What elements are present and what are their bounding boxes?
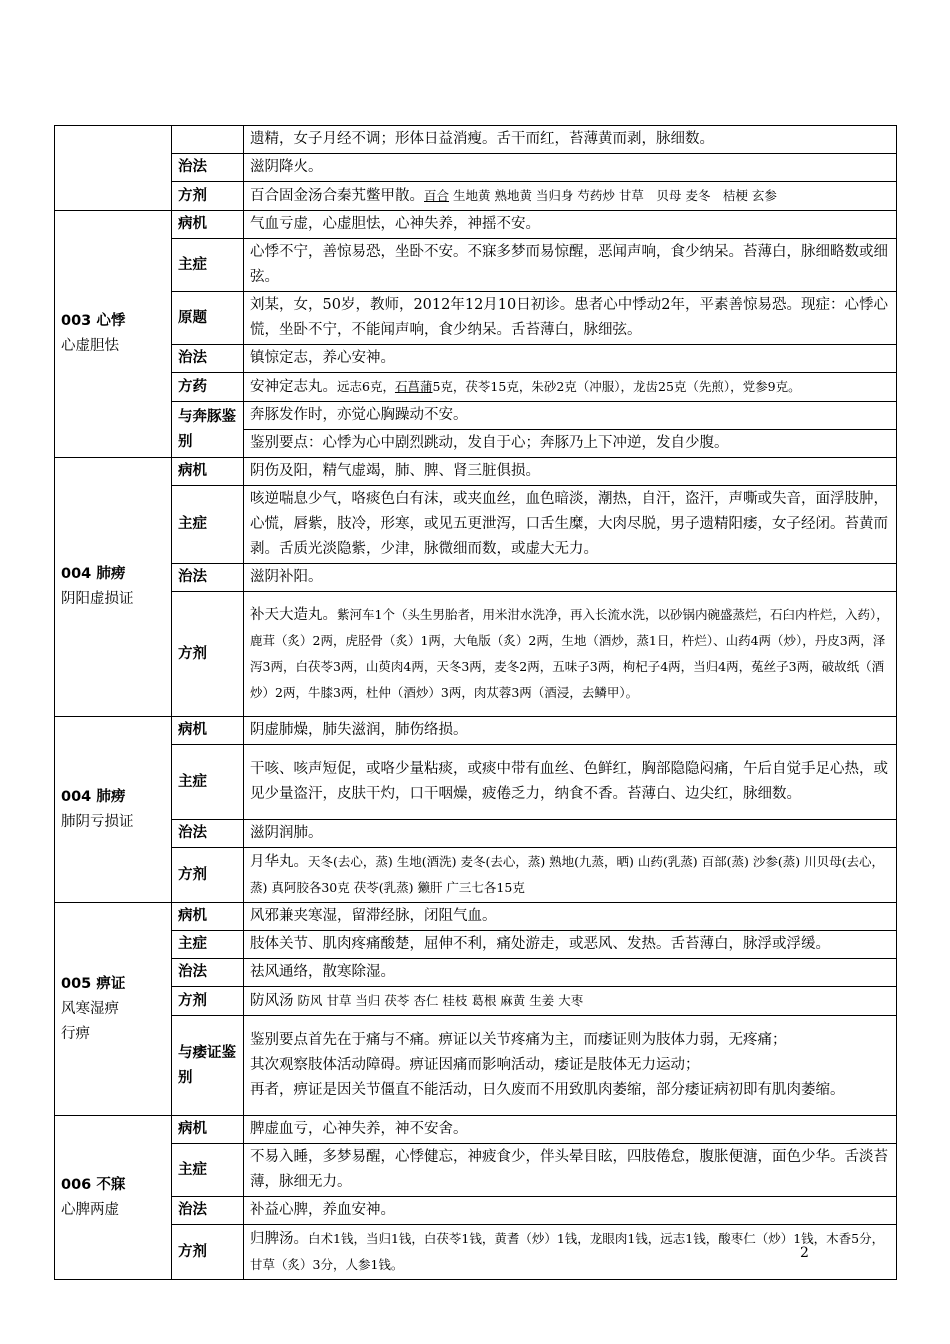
table-row [55, 1197, 897, 1225]
table-row [55, 820, 897, 848]
disease-subtitle: 风寒湿痹 [61, 1000, 119, 1017]
row-label: 与痿证鉴别 [172, 1016, 244, 1116]
table-row [55, 848, 897, 903]
disease-subtitle: 心脾两虚 [61, 1201, 119, 1218]
table-row [55, 1116, 897, 1144]
content-line: 再者，痹证是因关节僵直不能活动，日久废而不用致肌肉萎缩，部分痿证病初即有肌肉萎缩。 [250, 1082, 845, 1098]
row-label: 治法 [172, 154, 244, 182]
row-label: 病机 [172, 211, 244, 239]
table-row [55, 717, 897, 745]
row-content: 补益心脾，养血安神。 [244, 1197, 897, 1225]
row-content: 防风汤 防风 甘草 当归 茯苓 杏仁 桂枝 葛根 麻黄 生姜 大枣 [244, 987, 897, 1016]
row-content: 祛风通络，散寒除湿。 [244, 959, 897, 987]
row-content: 阴伤及阳，精气虚竭，肺、脾、肾三脏俱损。 [244, 458, 897, 486]
table-row [55, 402, 897, 430]
row-label: 主症 [172, 931, 244, 959]
row-label: 主症 [172, 1144, 244, 1197]
row-label: 方剂 [172, 848, 244, 903]
herb-underlined: 百合 [424, 188, 450, 203]
row-label: 主症 [172, 239, 244, 292]
table-row [55, 154, 897, 182]
row-label [172, 126, 244, 154]
table-row [55, 959, 897, 987]
row-content: 脾虚血亏，心神失养，神不安舍。 [244, 1116, 897, 1144]
row-label: 治法 [172, 959, 244, 987]
row-content: 滋阴润肺。 [244, 820, 897, 848]
row-content: 干咳、咳声短促，或咯少量粘痰，或痰中带有血丝、色鲜红，胸部隐隐闷痛，午后自觉手足心热，或见少量盗汗，皮肤干灼，口干咽燥，疲倦乏力，纳食不香。苔薄白、边尖红，脉细数。 [244, 745, 897, 820]
row-content: 奔豚发作时，亦觉心胸躁动不安。 [244, 402, 897, 430]
content-line: 鉴别要点首先在于痛与不痛。痹证以关节疼痛为主，而痿证则为肢体力弱，无疼痛； [250, 1032, 787, 1048]
row-content: 月华丸。天冬(去心，蒸) 生地(酒洗) 麦冬(去心，蒸) 熟地(九蒸，晒) 山药(乳蒸) 百部(蒸) 沙参(蒸) 川贝母(去心，蒸) 真阿胶各30克 茯苓(乳蒸) 獭肝 广三七各15克 [244, 848, 897, 903]
disease-cell-003 [55, 211, 172, 458]
syndrome-table [54, 125, 897, 1280]
row-label: 病机 [172, 903, 244, 931]
row-label: 方剂 [172, 592, 244, 717]
row-content: 不易入睡，多梦易醒，心悸健忘，神疲食少，伴头晕目眩，四肢倦怠，腹胀便溏，面色少华。舌淡苔薄，脉细无力。 [244, 1144, 897, 1197]
content-line: 其次观察肢体活动障碍。痹证因痛而影响活动，痿证是肢体无力运动； [250, 1057, 700, 1073]
table-row [55, 126, 897, 154]
table-row [55, 987, 897, 1016]
row-label: 主症 [172, 486, 244, 564]
table-row [55, 292, 897, 345]
table-row [55, 1144, 897, 1197]
disease-cell-continued [55, 126, 172, 211]
row-content: 归脾汤。白术1钱，当归1钱，白茯苓1钱，黄耆（炒）1钱，龙眼肉1钱，远志1钱，酸枣仁（炒）1钱，木香5分，甘草（炙）3分，人参1钱。 [244, 1225, 897, 1280]
row-label: 原题 [172, 292, 244, 345]
table-row [55, 182, 897, 211]
table-row [55, 486, 897, 564]
row-label: 主症 [172, 745, 244, 820]
row-content: 百合固金汤合秦艽鳖甲散。百合 生地黄 熟地黄 当归身 芍药炒 甘草 贝母 麦冬 桔梗 玄参 [244, 182, 897, 211]
table-row [55, 564, 897, 592]
row-content: 安神定志丸。远志6克，石菖蒲5克，茯苓15克，朱砂2克（冲服），龙齿25克（先煎），党参9克。 [244, 373, 897, 402]
row-content [244, 1016, 897, 1116]
row-content: 肢体关节、肌肉疼痛酸楚，屈伸不利，痛处游走，或恶风、发热。舌苔薄白，脉浮或浮缓。 [244, 931, 897, 959]
row-content: 刘某，女，50岁，教师，2012年12月10日初诊。患者心中悸动2年，平素善惊易恐。现症：心悸心慌，坐卧不宁，不能闻声响，食少纳呆。舌苔薄白，脉细弦。 [244, 292, 897, 345]
row-content: 镇惊定志，养心安神。 [244, 345, 897, 373]
row-label: 方剂 [172, 182, 244, 211]
table-row [55, 931, 897, 959]
row-label: 病机 [172, 717, 244, 745]
disease-title: 005 痹证 [61, 975, 126, 992]
row-content: 滋阴补阳。 [244, 564, 897, 592]
row-label: 与奔豚鉴别 [172, 402, 244, 458]
table-row [55, 373, 897, 402]
disease-cell-006 [55, 1116, 172, 1280]
row-content: 鉴别要点：心悸为心中剧烈跳动，发自于心；奔豚乃上下冲逆，发自少腹。 [244, 430, 897, 458]
row-content: 补天大造丸。紫河车1个（头生男胎者，用米泔水洗净，再入长流水洗，以砂锅内碗盛蒸烂，石臼内杵烂，入药），鹿茸（炙）2两，虎胫骨（炙）1两，大龟版（炙）2两，生地（酒炒，蒸1日，杵烂）、山药4两（炒），丹皮3两，泽泻3两，白茯苓3两，山萸肉4两，天冬3两，麦冬2两，五味子3两，枸杞子4两，当归4两，菟丝子3两，破故纸（酒炒）2两，牛膝3两，杜仲（酒炒）3两，肉苁蓉3两（酒浸，去鳞甲）。 [244, 592, 897, 717]
disease-title: 006 不寐 [61, 1176, 126, 1193]
row-content: 气血亏虚，心虚胆怯，心神失养，神摇不安。 [244, 211, 897, 239]
disease-subtitle: 阴阳虚损证 [61, 591, 134, 607]
row-label: 病机 [172, 458, 244, 486]
table-row [55, 211, 897, 239]
row-label: 方药 [172, 373, 244, 402]
table-row [55, 1016, 897, 1116]
row-content: 风邪兼夹寒湿，留滞经脉，闭阻气血。 [244, 903, 897, 931]
page-number: 2 [800, 1245, 809, 1261]
row-content: 咳逆喘息少气，咯痰色白有沫，或夹血丝，血色暗淡，潮热，自汗，盗汗，声嘶或失音，面浮肢肿，心慌，唇紫，肢冷，形寒，或见五更泄泻，口舌生糜，大肉尽脱，男子遗精阳痿，女子经闭。苔黄而剥。舌质光淡隐紫，少津，脉微细而数，或虚大无力。 [244, 486, 897, 564]
disease-cell-004a [55, 458, 172, 717]
row-content: 滋阴降火。 [244, 154, 897, 182]
row-content: 遗精，女子月经不调；形体日益消瘦。舌干而红，苔薄黄而剥，脉细数。 [244, 126, 897, 154]
disease-cell-004b [55, 717, 172, 903]
table-row [55, 1225, 897, 1280]
table-row [55, 903, 897, 931]
row-label: 治法 [172, 1197, 244, 1225]
disease-title: 004 肺痨 [61, 566, 126, 582]
disease-title: 003 心悸 [61, 313, 126, 329]
table-row [55, 592, 897, 717]
row-content: 心悸不宁，善惊易恐，坐卧不安。不寐多梦而易惊醒，恶闻声响，食少纳呆。苔薄白，脉细略数或细弦。 [244, 239, 897, 292]
row-label: 治法 [172, 820, 244, 848]
disease-subtitle: 肺阴亏损证 [61, 813, 134, 830]
disease-title: 004 肺痨 [61, 788, 126, 805]
table-row [55, 458, 897, 486]
row-label: 病机 [172, 1116, 244, 1144]
row-label: 方剂 [172, 1225, 244, 1280]
disease-cell-005 [55, 903, 172, 1116]
row-content: 阴虚肺燥，肺失滋润，肺伤络损。 [244, 717, 897, 745]
row-label: 治法 [172, 345, 244, 373]
row-label: 治法 [172, 564, 244, 592]
table-row [55, 345, 897, 373]
herb-underlined: 石菖蒲 [394, 379, 433, 394]
disease-subtitle: 心虚胆怯 [61, 338, 119, 354]
row-label: 方剂 [172, 987, 244, 1016]
table-row [55, 745, 897, 820]
disease-subtitle-2: 行痹 [61, 1025, 90, 1042]
table-row [55, 239, 897, 292]
